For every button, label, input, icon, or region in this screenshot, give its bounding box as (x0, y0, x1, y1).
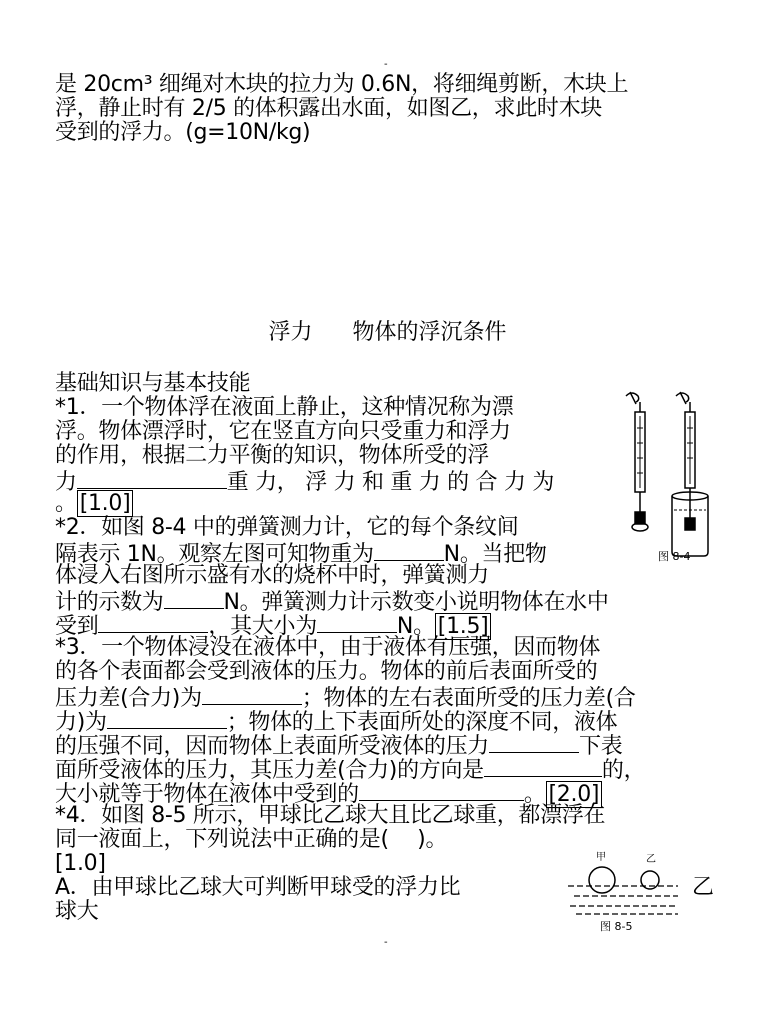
q1-line-3: 的作用，根据二力平衡的知识，物体所受的浮 (55, 443, 490, 468)
top-paragraph-line-2: 浮，静止时有 2/5 的体积露出水面，如图乙，求此时木块 (55, 96, 602, 121)
q3-blank-3[interactable] (489, 732, 579, 753)
q1-line-4-start: 力 (55, 470, 77, 495)
ball-jia-icon (589, 867, 615, 893)
q4-option-a-tail: 乙 (692, 875, 715, 900)
q2-line-2-end: N。当把物 (443, 542, 547, 567)
q2-line-5-unit: N。 (396, 614, 435, 639)
q3-line-6 (55, 756, 645, 783)
figure-8-4-caption: 图 8-4 (658, 550, 691, 563)
page-marker-top: - (384, 59, 388, 70)
q3-line-3-end: ；物体的左右表面所受的压力差(合 (301, 686, 636, 711)
q3-blank-2[interactable] (107, 708, 227, 729)
q3-line-1: *3．一个物体浸没在液体中，由于液体有压强，因而物体 (55, 635, 601, 660)
q4-line-2: 同一液面上，下列说法中正确的是( )。 (55, 827, 448, 852)
q4-score: [1.0] (55, 851, 106, 876)
q2-line-4 (55, 588, 609, 615)
section-title-part-1: 浮力 (268, 320, 313, 345)
section-title (0, 320, 775, 346)
q2-blank-2[interactable] (164, 588, 224, 609)
q3-blank-1[interactable] (202, 684, 302, 705)
figure-8-5-floating-balls (566, 848, 686, 920)
q2-line-2-start: 隔表示 1N。观察左图可知物重为 (55, 542, 374, 567)
q4-line-1: *4．如图 8-5 所示，甲球比乙球大且比乙球重，都漂浮在 (55, 803, 606, 828)
q4-option-a-line-2: 球大 (55, 899, 99, 924)
q2-line-4-start: 计的示数为 (55, 590, 164, 615)
q3-blank-5[interactable] (359, 780, 524, 801)
q2-blank-1[interactable] (374, 540, 444, 561)
liquid-surface-icon (568, 886, 678, 914)
q3-line-5-end: 下表 (579, 734, 623, 759)
q3-line-2: 的各个表面都会受到液体的压力。物体的前后表面所受的 (55, 659, 598, 684)
q3-line-4-end: ；物体的上下表面所处的深度不同，液体 (226, 710, 618, 735)
q3-line-3-start: 压力差(合力)为 (55, 686, 202, 711)
ball-yi-label: 乙 (646, 854, 656, 865)
q2-line-5-start: 受到 (55, 614, 99, 639)
q2-line-1: *2．如图 8-4 中的弹簧测力计，它的每个条纹间 (55, 515, 519, 540)
q2-line-4-end: N。弹簧测力计示数变小说明物体在水中 (223, 590, 609, 615)
right-spring-scale-icon (676, 392, 695, 530)
top-paragraph-line-3: 受到的浮力。(g=10N/kg) (55, 120, 311, 145)
subsection-heading: 基础知识与基本技能 (55, 371, 251, 396)
q3-line-3 (55, 684, 636, 711)
q3-line-6-end: 的， (601, 758, 646, 783)
q4-option-a-text: A．由甲球比乙球大可判断甲球受的浮力比 (55, 875, 461, 900)
q1-line-4-end: 重 力， 浮 力 和 重 力 的 合 力 为 (226, 470, 555, 495)
q3-blank-4[interactable] (484, 756, 602, 777)
q3-line-5-start: 的压强不同，因而物体上表面所受液体的压力 (55, 734, 490, 759)
q2-blank-4[interactable] (317, 612, 397, 633)
q4-option-a-line-1[interactable] (55, 876, 460, 900)
q3-line-6-start: 面所受液体的压力，其压力差(合力)的方向是 (55, 758, 484, 783)
q1-line-5-start: 。 (55, 491, 77, 516)
q2-line-5-mid: ，其大小为 (208, 614, 317, 639)
figure-8-5-caption: 图 8-5 (600, 920, 633, 933)
q3-line-7-start: 大小就等于物体在液体中受到的 (55, 782, 359, 807)
section-title-part-2: 物体的浮沉条件 (352, 320, 507, 345)
q2-line-3: 体浸入右图所示盛有水的烧杯中时，弹簧测力 (55, 563, 490, 588)
q2-blank-3[interactable] (98, 612, 208, 633)
q2-score: [1.5] (435, 613, 492, 640)
q1-blank-1[interactable] (77, 468, 227, 489)
q3-line-5 (55, 732, 622, 759)
q1-line-2: 浮。物体漂浮时，它在竖直方向只受重力和浮力 (55, 419, 511, 444)
q3-line-4-start: 力)为 (55, 710, 107, 735)
figure-8-4-spring-scales (620, 388, 710, 558)
q1-line-5 (55, 492, 133, 516)
ball-jia-label: 甲 (596, 852, 606, 863)
left-spring-scale-icon (626, 392, 648, 531)
q3-score: [2.0] (546, 781, 603, 808)
q1-line-1: *1．一个物体浮在液面上静止，这种情况称为漂 (55, 395, 514, 420)
q1-score: [1.0] (77, 490, 134, 517)
top-paragraph-line-1: 是 20cm³ 细绳对木块的拉力为 0.6N，将细绳剪断，木块上 (55, 72, 629, 97)
page-marker-bottom: - (384, 937, 388, 948)
q3-line-4 (55, 708, 617, 735)
q3-line-7-end: 。 (523, 782, 546, 807)
